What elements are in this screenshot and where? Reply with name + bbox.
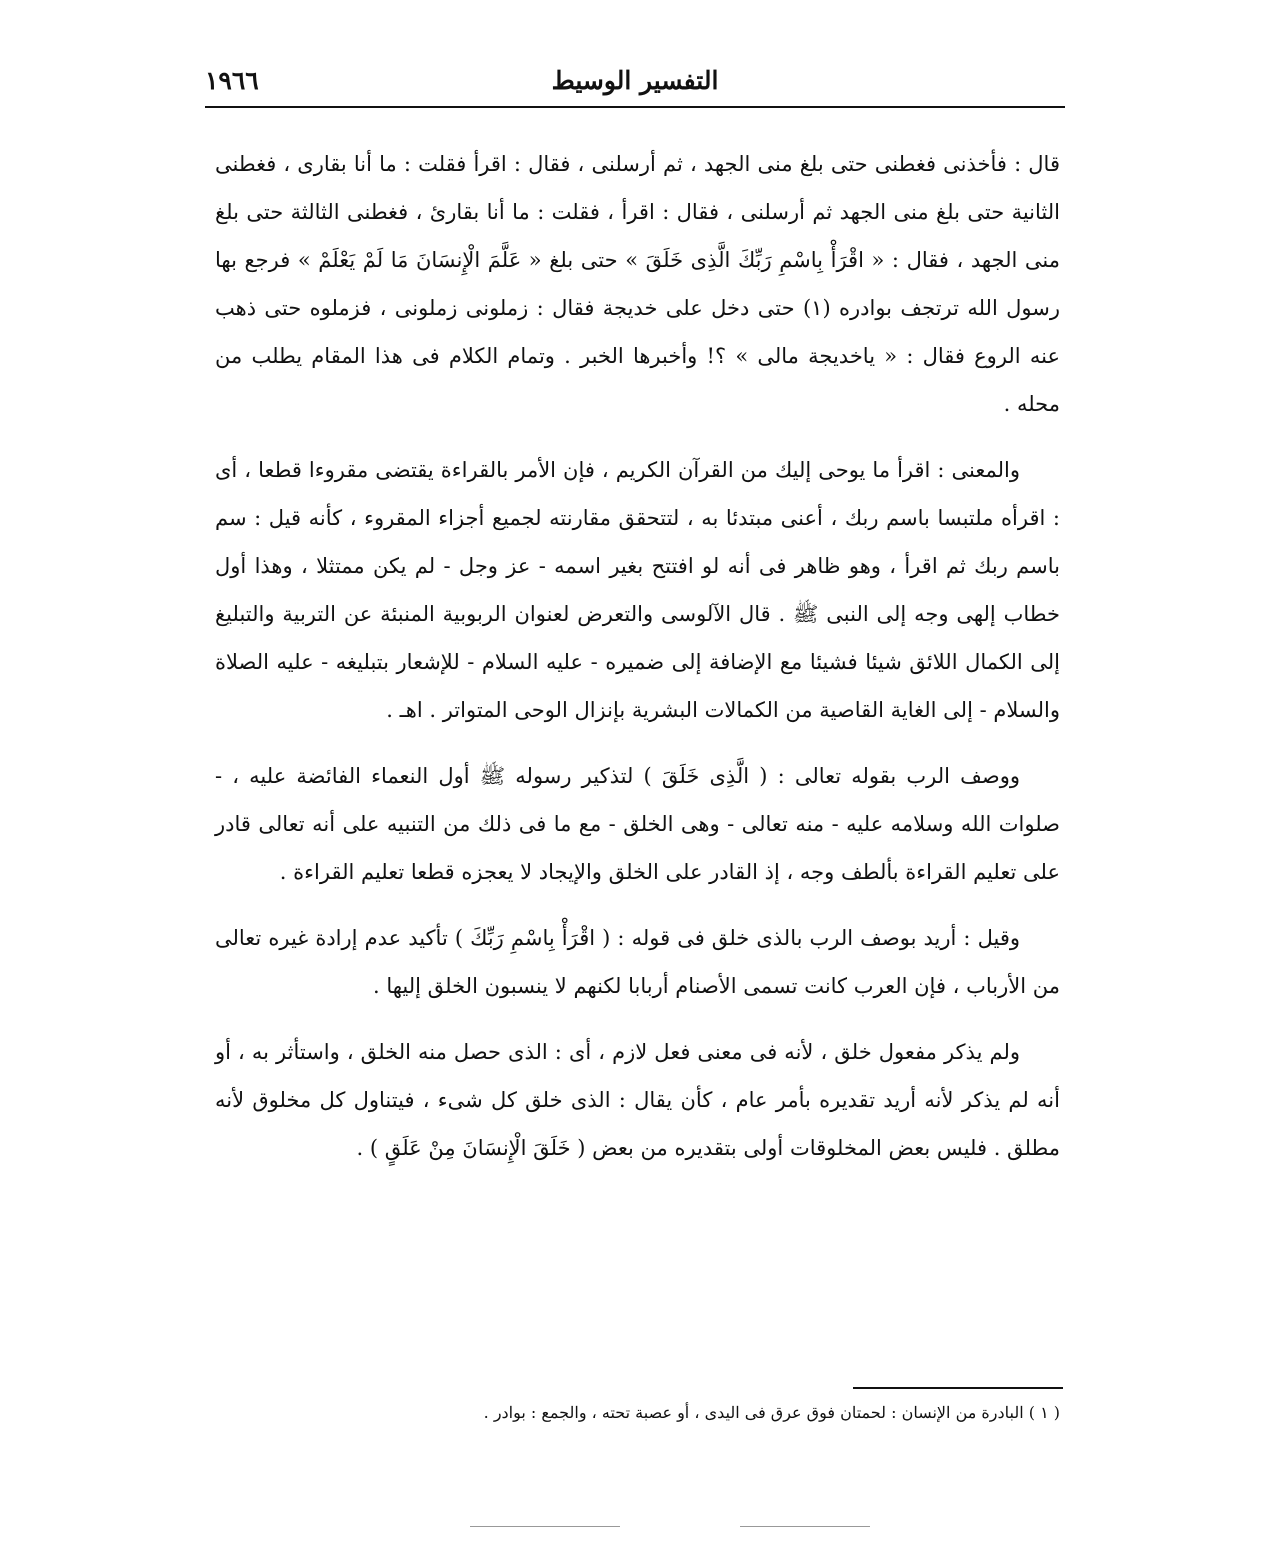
book-title: التفسير الوسيط <box>551 66 719 95</box>
paragraph-hadith: قال : فأخذنى فغطنى حتى بلغ منى الجهد ، ثم أرسلنى ، فقال : اقرأ فقلت : ما أنا بقارى ، فغطنى الثانية حتى بلغ منى الجهد ثم أرسلنى ، فقال : اقرأ ، فقلت : ما أنا بقارئ ، فغطنى الثالثة حتى بلغ منى الجهد ، فقال : « اقْرَأْ بِاسْمِ رَبِّكَ الَّذِى خَلَقَ » حتى بلغ « عَلَّمَ الْإِنسَانَ مَا لَمْ يَعْلَمْ » فرجع بها رسول الله ترتجف بوادره (١) حتى دخل على خديجة فقال : زملونى زملونى ، فزملوه حتى ذهب عنه الروع فقال : « ياخديجة مالى » ؟! وأخبرها الخبر . وتمام الكلام فى هذا المقام يطلب من محله . <box>215 152 1060 416</box>
scan-artifact <box>740 1526 870 1527</box>
main-text <box>215 140 1060 1190</box>
paragraph-alternative-view: وقيل : أريد بوصف الرب بالذى خلق فى قوله : ( اقْرَأْ بِاسْمِ رَبِّكَ ) تأكيد عدم إرادة غيره تعالى من الأرباب ، فإن العرب كانت تسمى الأصنام أربابا لكنهم لا ينسبون الخلق إليها . <box>215 926 1060 998</box>
paragraph-object-of-verb: ولم يذكر مفعول خلق ، لأنه فى معنى فعل لازم ، أى : الذى حصل منه الخلق ، واستأثر به ، أو أنه لم يذكر لأنه أريد تقديره بأمر عام ، كأن يقال : الذى خلق كل شىء ، فيتناول كل مخلوق لأنه مطلق . فليس بعض المخلوقات أولى بتقديره من بعض ( خَلَقَ الْإِنسَانَ مِنْ عَلَقٍ ) . <box>215 1040 1060 1160</box>
footnote-divider <box>853 1387 1063 1389</box>
paragraph-description: ووصف الرب بقوله تعالى : ( الَّذِى خَلَقَ ) لتذكير رسوله ﷺ أول النعماء الفائضة عليه ، - صلوات الله وسلامه عليه - منه تعالى - وهى الخلق - مع ما فى ذلك من التنبيه على أنه تعالى قادر على تعليم القراءة بألطف وجه ، إذ القادر على الخلق والإيجاد لا يعجزه قطعا تعليم القراءة . <box>215 764 1060 884</box>
footnote: ( ١ ) البادرة من الإنسان : لحمتان فوق عرق فى اليدى ، أو عصبة تحته ، والجمع : بوادر . <box>483 1403 1060 1422</box>
header-divider <box>205 106 1065 108</box>
running-header <box>205 58 1065 104</box>
scan-artifact <box>470 1526 620 1527</box>
page-number: ١٩٦٦ <box>205 66 259 95</box>
paragraph-meaning: والمعنى : اقرأ ما يوحى إليك من القرآن الكريم ، فإن الأمر بالقراءة يقتضى مقروءا قطعا ، أى : اقرأه ملتبسا باسم ربك ، أعنى مبتدئا به ، لتتحقق مقارنته لجميع أجزاء المقروء ، كأنه قيل : سم باسم ربك ثم اقرأ ، وهو ظاهر فى أنه لو افتتح بغير اسمه - عز وجل - لم يكن ممتثلا ، وهذا أول خطاب إلهى وجه إلى النبى ﷺ . قال الآلوسى والتعرض لعنوان الربوبية المنبئة عن التربية والتبليغ إلى الكمال اللائق شيئا فشيئا مع الإضافة إلى ضميره - عليه السلام - للإشعار بتبليغه - عليه الصلاة والسلام - إلى الغاية القاصية من الكمالات البشرية بإنزال الوحى المتواتر . اهـ . <box>215 458 1060 722</box>
